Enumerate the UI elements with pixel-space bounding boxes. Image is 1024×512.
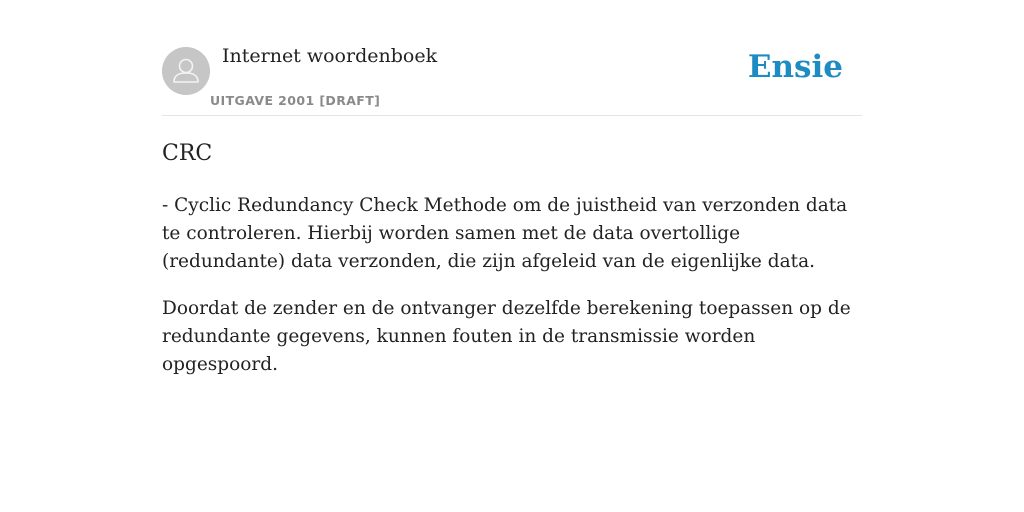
edition-label: UITGAVE 2001 [DRAFT]: [210, 93, 381, 108]
entry-term: CRC: [162, 141, 213, 166]
header: [162, 40, 862, 116]
entry-paragraph-2: Doordat de zender en de ontvanger dezelfde berekening toepassen op de redundante gegevens, kunnen fouten in de transmissie worden opgespoord.: [162, 298, 851, 375]
ensie-logo-link[interactable]: Ensie: [747, 49, 843, 85]
entry-paragraph-1: - Cyclic Redundancy Check Methode om de juistheid van verzonden data te controleren. Hierbij worden samen met de data overtollige (redundante) data verzonden, die zijn afgeleid van de eigenlijke data.: [162, 195, 848, 272]
entry-content: [162, 138, 862, 398]
user-silhouette-icon: [162, 47, 210, 95]
user-avatar-icon[interactable]: [162, 47, 210, 95]
site-name[interactable]: Internet woordenboek: [222, 45, 438, 67]
